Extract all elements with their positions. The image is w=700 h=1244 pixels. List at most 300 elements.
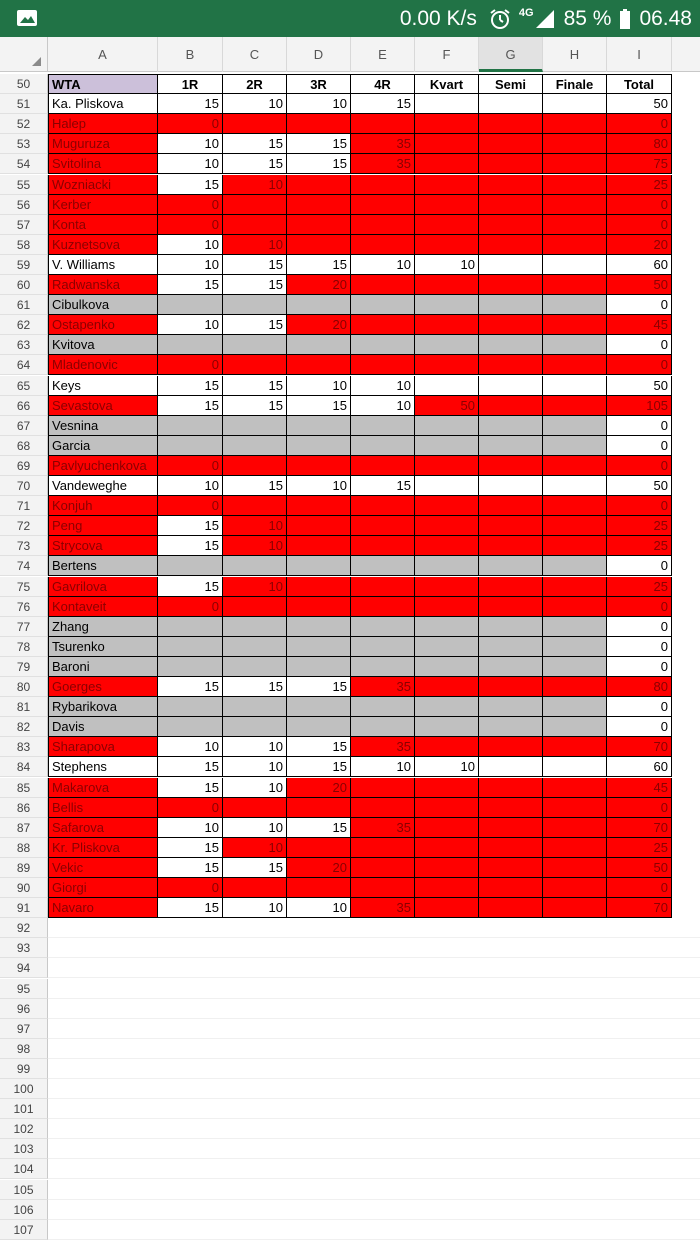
score-cell[interactable] xyxy=(415,134,479,154)
row-header-58[interactable]: 58 xyxy=(0,235,48,255)
score-cell[interactable] xyxy=(543,717,607,737)
player-name-cell[interactable]: V. Williams xyxy=(48,255,158,275)
player-name-cell[interactable]: Cibulkova xyxy=(48,295,158,315)
score-cell[interactable]: 15 xyxy=(158,838,223,858)
score-cell[interactable] xyxy=(479,416,543,436)
score-cell[interactable] xyxy=(415,697,479,717)
score-cell[interactable] xyxy=(287,295,351,315)
score-cell[interactable]: 10 xyxy=(158,154,223,174)
row-header-51[interactable]: 51 xyxy=(0,94,48,114)
score-cell[interactable] xyxy=(479,818,543,838)
score-cell[interactable] xyxy=(479,396,543,416)
score-cell[interactable] xyxy=(479,858,543,878)
row-header-70[interactable]: 70 xyxy=(0,476,48,496)
score-cell[interactable] xyxy=(543,798,607,818)
header-cell[interactable]: 3R xyxy=(287,74,351,94)
score-cell[interactable] xyxy=(351,114,415,134)
row-header-60[interactable]: 60 xyxy=(0,275,48,295)
score-cell[interactable]: 0 xyxy=(158,597,223,617)
score-cell[interactable] xyxy=(479,697,543,717)
total-cell[interactable]: 50 xyxy=(607,476,672,496)
score-cell[interactable]: 10 xyxy=(158,315,223,335)
total-cell[interactable]: 50 xyxy=(607,858,672,878)
score-cell[interactable] xyxy=(287,335,351,355)
score-cell[interactable] xyxy=(479,556,543,576)
header-cell[interactable]: Total xyxy=(607,74,672,94)
score-cell[interactable] xyxy=(415,898,479,918)
score-cell[interactable] xyxy=(415,637,479,657)
row-header-84[interactable]: 84 xyxy=(0,757,48,777)
score-cell[interactable] xyxy=(351,195,415,215)
score-cell[interactable] xyxy=(415,175,479,195)
score-cell[interactable] xyxy=(287,175,351,195)
score-cell[interactable] xyxy=(415,778,479,798)
empty-row[interactable] xyxy=(48,1180,700,1200)
score-cell[interactable] xyxy=(351,556,415,576)
score-cell[interactable] xyxy=(351,335,415,355)
row-header-71[interactable]: 71 xyxy=(0,496,48,516)
score-cell[interactable]: 15 xyxy=(287,154,351,174)
score-cell[interactable] xyxy=(543,436,607,456)
score-cell[interactable] xyxy=(415,818,479,838)
total-cell[interactable]: 70 xyxy=(607,898,672,918)
score-cell[interactable] xyxy=(287,697,351,717)
score-cell[interactable] xyxy=(543,677,607,697)
row-header-99[interactable]: 99 xyxy=(0,1059,48,1079)
row-header-95[interactable]: 95 xyxy=(0,979,48,999)
score-cell[interactable] xyxy=(351,878,415,898)
player-name-cell[interactable]: Sharapova xyxy=(48,737,158,757)
column-header-g[interactable]: G xyxy=(479,37,543,72)
score-cell[interactable]: 50 xyxy=(415,396,479,416)
empty-row[interactable] xyxy=(48,1079,700,1099)
player-name-cell[interactable]: Strycova xyxy=(48,536,158,556)
total-cell[interactable]: 70 xyxy=(607,737,672,757)
score-cell[interactable] xyxy=(158,617,223,637)
column-header-i[interactable]: I xyxy=(607,37,672,72)
score-cell[interactable] xyxy=(543,577,607,597)
score-cell[interactable] xyxy=(415,798,479,818)
total-cell[interactable]: 60 xyxy=(607,255,672,275)
score-cell[interactable]: 15 xyxy=(223,255,287,275)
score-cell[interactable]: 10 xyxy=(223,818,287,838)
score-cell[interactable] xyxy=(223,496,287,516)
score-cell[interactable] xyxy=(158,556,223,576)
score-cell[interactable]: 15 xyxy=(158,376,223,396)
score-cell[interactable] xyxy=(543,898,607,918)
total-cell[interactable]: 0 xyxy=(607,697,672,717)
player-name-cell[interactable]: Pavlyuchenkova xyxy=(48,456,158,476)
score-cell[interactable] xyxy=(415,577,479,597)
player-name-cell[interactable]: Vandeweghe xyxy=(48,476,158,496)
score-cell[interactable] xyxy=(415,556,479,576)
player-name-cell[interactable]: Zhang xyxy=(48,617,158,637)
score-cell[interactable] xyxy=(287,556,351,576)
score-cell[interactable]: 10 xyxy=(158,235,223,255)
row-header-104[interactable]: 104 xyxy=(0,1159,48,1179)
score-cell[interactable]: 15 xyxy=(158,94,223,114)
row-header-105[interactable]: 105 xyxy=(0,1180,48,1200)
score-cell[interactable] xyxy=(543,697,607,717)
score-cell[interactable]: 0 xyxy=(158,215,223,235)
score-cell[interactable] xyxy=(287,798,351,818)
total-cell[interactable]: 75 xyxy=(607,154,672,174)
score-cell[interactable] xyxy=(479,536,543,556)
score-cell[interactable] xyxy=(479,677,543,697)
total-cell[interactable]: 0 xyxy=(607,878,672,898)
player-name-cell[interactable]: Kontaveit xyxy=(48,597,158,617)
score-cell[interactable] xyxy=(351,456,415,476)
score-cell[interactable] xyxy=(543,818,607,838)
score-cell[interactable] xyxy=(351,436,415,456)
score-cell[interactable]: 15 xyxy=(287,396,351,416)
player-name-cell[interactable]: Tsurenko xyxy=(48,637,158,657)
player-name-cell[interactable]: Makarova xyxy=(48,778,158,798)
score-cell[interactable]: 15 xyxy=(223,376,287,396)
header-cell[interactable]: 1R xyxy=(158,74,223,94)
total-cell[interactable]: 50 xyxy=(607,275,672,295)
score-cell[interactable] xyxy=(543,215,607,235)
row-header-59[interactable]: 59 xyxy=(0,255,48,275)
score-cell[interactable] xyxy=(479,496,543,516)
score-cell[interactable]: 10 xyxy=(158,476,223,496)
score-cell[interactable]: 10 xyxy=(351,376,415,396)
score-cell[interactable] xyxy=(543,275,607,295)
score-cell[interactable] xyxy=(287,717,351,737)
score-cell[interactable] xyxy=(223,456,287,476)
row-header-79[interactable]: 79 xyxy=(0,657,48,677)
score-cell[interactable]: 0 xyxy=(158,456,223,476)
empty-row[interactable] xyxy=(48,1200,700,1220)
empty-row[interactable] xyxy=(48,979,700,999)
score-cell[interactable] xyxy=(543,154,607,174)
score-cell[interactable] xyxy=(479,637,543,657)
score-cell[interactable] xyxy=(543,255,607,275)
score-cell[interactable] xyxy=(223,597,287,617)
score-cell[interactable] xyxy=(415,677,479,697)
player-name-cell[interactable]: Giorgi xyxy=(48,878,158,898)
score-cell[interactable] xyxy=(287,878,351,898)
score-cell[interactable] xyxy=(543,396,607,416)
total-cell[interactable]: 0 xyxy=(607,416,672,436)
player-name-cell[interactable]: Svitolina xyxy=(48,154,158,174)
score-cell[interactable]: 10 xyxy=(158,818,223,838)
score-cell[interactable] xyxy=(479,436,543,456)
score-cell[interactable] xyxy=(287,637,351,657)
score-cell[interactable] xyxy=(543,737,607,757)
score-cell[interactable] xyxy=(543,195,607,215)
score-cell[interactable]: 10 xyxy=(158,255,223,275)
score-cell[interactable] xyxy=(351,657,415,677)
score-cell[interactable] xyxy=(223,355,287,375)
score-cell[interactable] xyxy=(351,416,415,436)
score-cell[interactable] xyxy=(479,657,543,677)
player-name-cell[interactable]: Kvitova xyxy=(48,335,158,355)
score-cell[interactable] xyxy=(543,778,607,798)
score-cell[interactable]: 0 xyxy=(158,195,223,215)
player-name-cell[interactable]: Konta xyxy=(48,215,158,235)
score-cell[interactable] xyxy=(479,798,543,818)
score-cell[interactable] xyxy=(415,114,479,134)
score-cell[interactable]: 10 xyxy=(223,235,287,255)
score-cell[interactable] xyxy=(479,114,543,134)
score-cell[interactable]: 10 xyxy=(223,737,287,757)
score-cell[interactable]: 35 xyxy=(351,818,415,838)
score-cell[interactable]: 10 xyxy=(223,778,287,798)
score-cell[interactable] xyxy=(543,355,607,375)
row-header-94[interactable]: 94 xyxy=(0,958,48,978)
score-cell[interactable]: 15 xyxy=(223,134,287,154)
header-cell[interactable]: Kvart xyxy=(415,74,479,94)
score-cell[interactable] xyxy=(543,496,607,516)
score-cell[interactable]: 10 xyxy=(287,476,351,496)
score-cell[interactable] xyxy=(543,134,607,154)
total-cell[interactable]: 45 xyxy=(607,778,672,798)
score-cell[interactable] xyxy=(287,456,351,476)
score-cell[interactable]: 15 xyxy=(158,516,223,536)
score-cell[interactable] xyxy=(479,175,543,195)
player-name-cell[interactable]: Rybarikova xyxy=(48,697,158,717)
total-cell[interactable]: 50 xyxy=(607,94,672,114)
row-header-54[interactable]: 54 xyxy=(0,154,48,174)
score-cell[interactable] xyxy=(415,536,479,556)
row-header-73[interactable]: 73 xyxy=(0,536,48,556)
score-cell[interactable] xyxy=(351,798,415,818)
score-cell[interactable]: 0 xyxy=(158,114,223,134)
score-cell[interactable] xyxy=(415,476,479,496)
total-cell[interactable]: 0 xyxy=(607,355,672,375)
column-header-b[interactable]: B xyxy=(158,37,223,72)
score-cell[interactable]: 35 xyxy=(351,677,415,697)
row-header-50[interactable]: 50 xyxy=(0,74,48,94)
row-header-53[interactable]: 53 xyxy=(0,134,48,154)
score-cell[interactable] xyxy=(479,717,543,737)
header-cell[interactable]: 4R xyxy=(351,74,415,94)
score-cell[interactable]: 15 xyxy=(158,778,223,798)
score-cell[interactable] xyxy=(351,355,415,375)
score-cell[interactable] xyxy=(415,737,479,757)
score-cell[interactable] xyxy=(543,476,607,496)
row-header-83[interactable]: 83 xyxy=(0,737,48,757)
score-cell[interactable]: 10 xyxy=(158,134,223,154)
score-cell[interactable] xyxy=(479,235,543,255)
score-cell[interactable] xyxy=(479,215,543,235)
score-cell[interactable] xyxy=(479,315,543,335)
score-cell[interactable] xyxy=(223,215,287,235)
player-name-cell[interactable]: Goerges xyxy=(48,677,158,697)
score-cell[interactable]: 15 xyxy=(158,677,223,697)
score-cell[interactable] xyxy=(158,657,223,677)
score-cell[interactable] xyxy=(287,114,351,134)
score-cell[interactable] xyxy=(479,255,543,275)
score-cell[interactable] xyxy=(223,637,287,657)
score-cell[interactable] xyxy=(479,376,543,396)
score-cell[interactable] xyxy=(351,858,415,878)
score-cell[interactable] xyxy=(479,597,543,617)
score-cell[interactable] xyxy=(415,496,479,516)
score-cell[interactable] xyxy=(223,617,287,637)
score-cell[interactable] xyxy=(479,295,543,315)
row-header-93[interactable]: 93 xyxy=(0,938,48,958)
row-header-76[interactable]: 76 xyxy=(0,597,48,617)
total-cell[interactable]: 70 xyxy=(607,818,672,838)
row-header-90[interactable]: 90 xyxy=(0,878,48,898)
player-name-cell[interactable]: Davis xyxy=(48,717,158,737)
score-cell[interactable] xyxy=(415,295,479,315)
player-name-cell[interactable]: Stephens xyxy=(48,757,158,777)
total-cell[interactable]: 105 xyxy=(607,396,672,416)
total-cell[interactable]: 0 xyxy=(607,496,672,516)
row-header-74[interactable]: 74 xyxy=(0,556,48,576)
score-cell[interactable] xyxy=(287,195,351,215)
score-cell[interactable] xyxy=(543,516,607,536)
row-header-64[interactable]: 64 xyxy=(0,355,48,375)
score-cell[interactable]: 10 xyxy=(351,396,415,416)
score-cell[interactable] xyxy=(158,637,223,657)
total-cell[interactable]: 0 xyxy=(607,717,672,737)
score-cell[interactable] xyxy=(158,335,223,355)
header-cell[interactable]: Semi xyxy=(479,74,543,94)
total-cell[interactable]: 45 xyxy=(607,315,672,335)
score-cell[interactable] xyxy=(223,697,287,717)
row-header-75[interactable]: 75 xyxy=(0,577,48,597)
score-cell[interactable]: 15 xyxy=(223,154,287,174)
score-cell[interactable] xyxy=(415,456,479,476)
score-cell[interactable] xyxy=(415,436,479,456)
player-name-cell[interactable]: Gavrilova xyxy=(48,577,158,597)
score-cell[interactable] xyxy=(351,516,415,536)
score-cell[interactable] xyxy=(351,275,415,295)
player-name-cell[interactable]: Radwanska xyxy=(48,275,158,295)
row-header-100[interactable]: 100 xyxy=(0,1079,48,1099)
score-cell[interactable] xyxy=(158,416,223,436)
score-cell[interactable] xyxy=(415,376,479,396)
row-header-69[interactable]: 69 xyxy=(0,456,48,476)
row-header-96[interactable]: 96 xyxy=(0,999,48,1019)
column-header-a[interactable]: A xyxy=(48,37,158,72)
empty-row[interactable] xyxy=(48,999,700,1019)
player-name-cell[interactable]: Garcia xyxy=(48,436,158,456)
score-cell[interactable] xyxy=(543,175,607,195)
row-header-97[interactable]: 97 xyxy=(0,1019,48,1039)
select-all-corner[interactable] xyxy=(0,37,48,72)
score-cell[interactable]: 15 xyxy=(351,94,415,114)
column-header-h[interactable]: H xyxy=(543,37,607,72)
score-cell[interactable]: 10 xyxy=(351,757,415,777)
total-cell[interactable]: 25 xyxy=(607,175,672,195)
total-cell[interactable]: 0 xyxy=(607,597,672,617)
score-cell[interactable] xyxy=(479,778,543,798)
score-cell[interactable] xyxy=(287,536,351,556)
score-cell[interactable] xyxy=(223,335,287,355)
total-cell[interactable]: 0 xyxy=(607,657,672,677)
score-cell[interactable] xyxy=(415,416,479,436)
column-header-c[interactable]: C xyxy=(223,37,287,72)
total-cell[interactable]: 25 xyxy=(607,577,672,597)
total-cell[interactable]: 0 xyxy=(607,556,672,576)
score-cell[interactable] xyxy=(415,516,479,536)
score-cell[interactable]: 15 xyxy=(158,757,223,777)
score-cell[interactable] xyxy=(479,737,543,757)
player-name-cell[interactable]: Konjuh xyxy=(48,496,158,516)
score-cell[interactable] xyxy=(543,114,607,134)
header-cell[interactable]: 2R xyxy=(223,74,287,94)
score-cell[interactable] xyxy=(158,436,223,456)
row-header-103[interactable]: 103 xyxy=(0,1139,48,1159)
score-cell[interactable] xyxy=(479,516,543,536)
score-cell[interactable] xyxy=(479,195,543,215)
row-header-52[interactable]: 52 xyxy=(0,114,48,134)
row-header-78[interactable]: 78 xyxy=(0,637,48,657)
score-cell[interactable]: 10 xyxy=(287,94,351,114)
score-cell[interactable] xyxy=(287,597,351,617)
player-name-cell[interactable]: Kerber xyxy=(48,195,158,215)
total-cell[interactable]: 0 xyxy=(607,195,672,215)
score-cell[interactable] xyxy=(543,878,607,898)
player-name-cell[interactable]: Vesnina xyxy=(48,416,158,436)
score-cell[interactable] xyxy=(351,637,415,657)
score-cell[interactable] xyxy=(479,275,543,295)
score-cell[interactable] xyxy=(415,355,479,375)
score-cell[interactable]: 10 xyxy=(223,516,287,536)
score-cell[interactable] xyxy=(543,315,607,335)
score-cell[interactable] xyxy=(543,295,607,315)
score-cell[interactable]: 10 xyxy=(351,255,415,275)
score-cell[interactable] xyxy=(415,235,479,255)
player-name-cell[interactable]: Halep xyxy=(48,114,158,134)
score-cell[interactable]: 10 xyxy=(223,838,287,858)
score-cell[interactable] xyxy=(223,436,287,456)
player-name-cell[interactable]: Peng xyxy=(48,516,158,536)
row-header-92[interactable]: 92 xyxy=(0,918,48,938)
score-cell[interactable]: 0 xyxy=(158,355,223,375)
score-cell[interactable] xyxy=(287,617,351,637)
row-header-56[interactable]: 56 xyxy=(0,195,48,215)
score-cell[interactable] xyxy=(543,536,607,556)
score-cell[interactable] xyxy=(415,335,479,355)
empty-row[interactable] xyxy=(48,1099,700,1119)
score-cell[interactable] xyxy=(223,798,287,818)
row-header-77[interactable]: 77 xyxy=(0,617,48,637)
empty-row[interactable] xyxy=(48,1139,700,1159)
empty-row[interactable] xyxy=(48,958,700,978)
empty-row[interactable] xyxy=(48,1019,700,1039)
score-cell[interactable]: 0 xyxy=(158,798,223,818)
score-cell[interactable] xyxy=(287,516,351,536)
player-name-cell[interactable]: Wozniacki xyxy=(48,175,158,195)
score-cell[interactable] xyxy=(351,235,415,255)
score-cell[interactable] xyxy=(415,717,479,737)
score-cell[interactable]: 15 xyxy=(223,396,287,416)
score-cell[interactable] xyxy=(287,235,351,255)
score-cell[interactable] xyxy=(479,476,543,496)
row-header-72[interactable]: 72 xyxy=(0,516,48,536)
total-cell[interactable]: 0 xyxy=(607,637,672,657)
score-cell[interactable] xyxy=(479,456,543,476)
score-cell[interactable]: 35 xyxy=(351,134,415,154)
score-cell[interactable] xyxy=(479,898,543,918)
score-cell[interactable] xyxy=(479,335,543,355)
score-cell[interactable]: 10 xyxy=(223,898,287,918)
score-cell[interactable] xyxy=(351,577,415,597)
empty-row[interactable] xyxy=(48,1119,700,1139)
score-cell[interactable] xyxy=(415,195,479,215)
row-header-91[interactable]: 91 xyxy=(0,898,48,918)
score-cell[interactable] xyxy=(223,416,287,436)
total-cell[interactable]: 0 xyxy=(607,436,672,456)
row-header-87[interactable]: 87 xyxy=(0,818,48,838)
score-cell[interactable]: 10 xyxy=(223,536,287,556)
